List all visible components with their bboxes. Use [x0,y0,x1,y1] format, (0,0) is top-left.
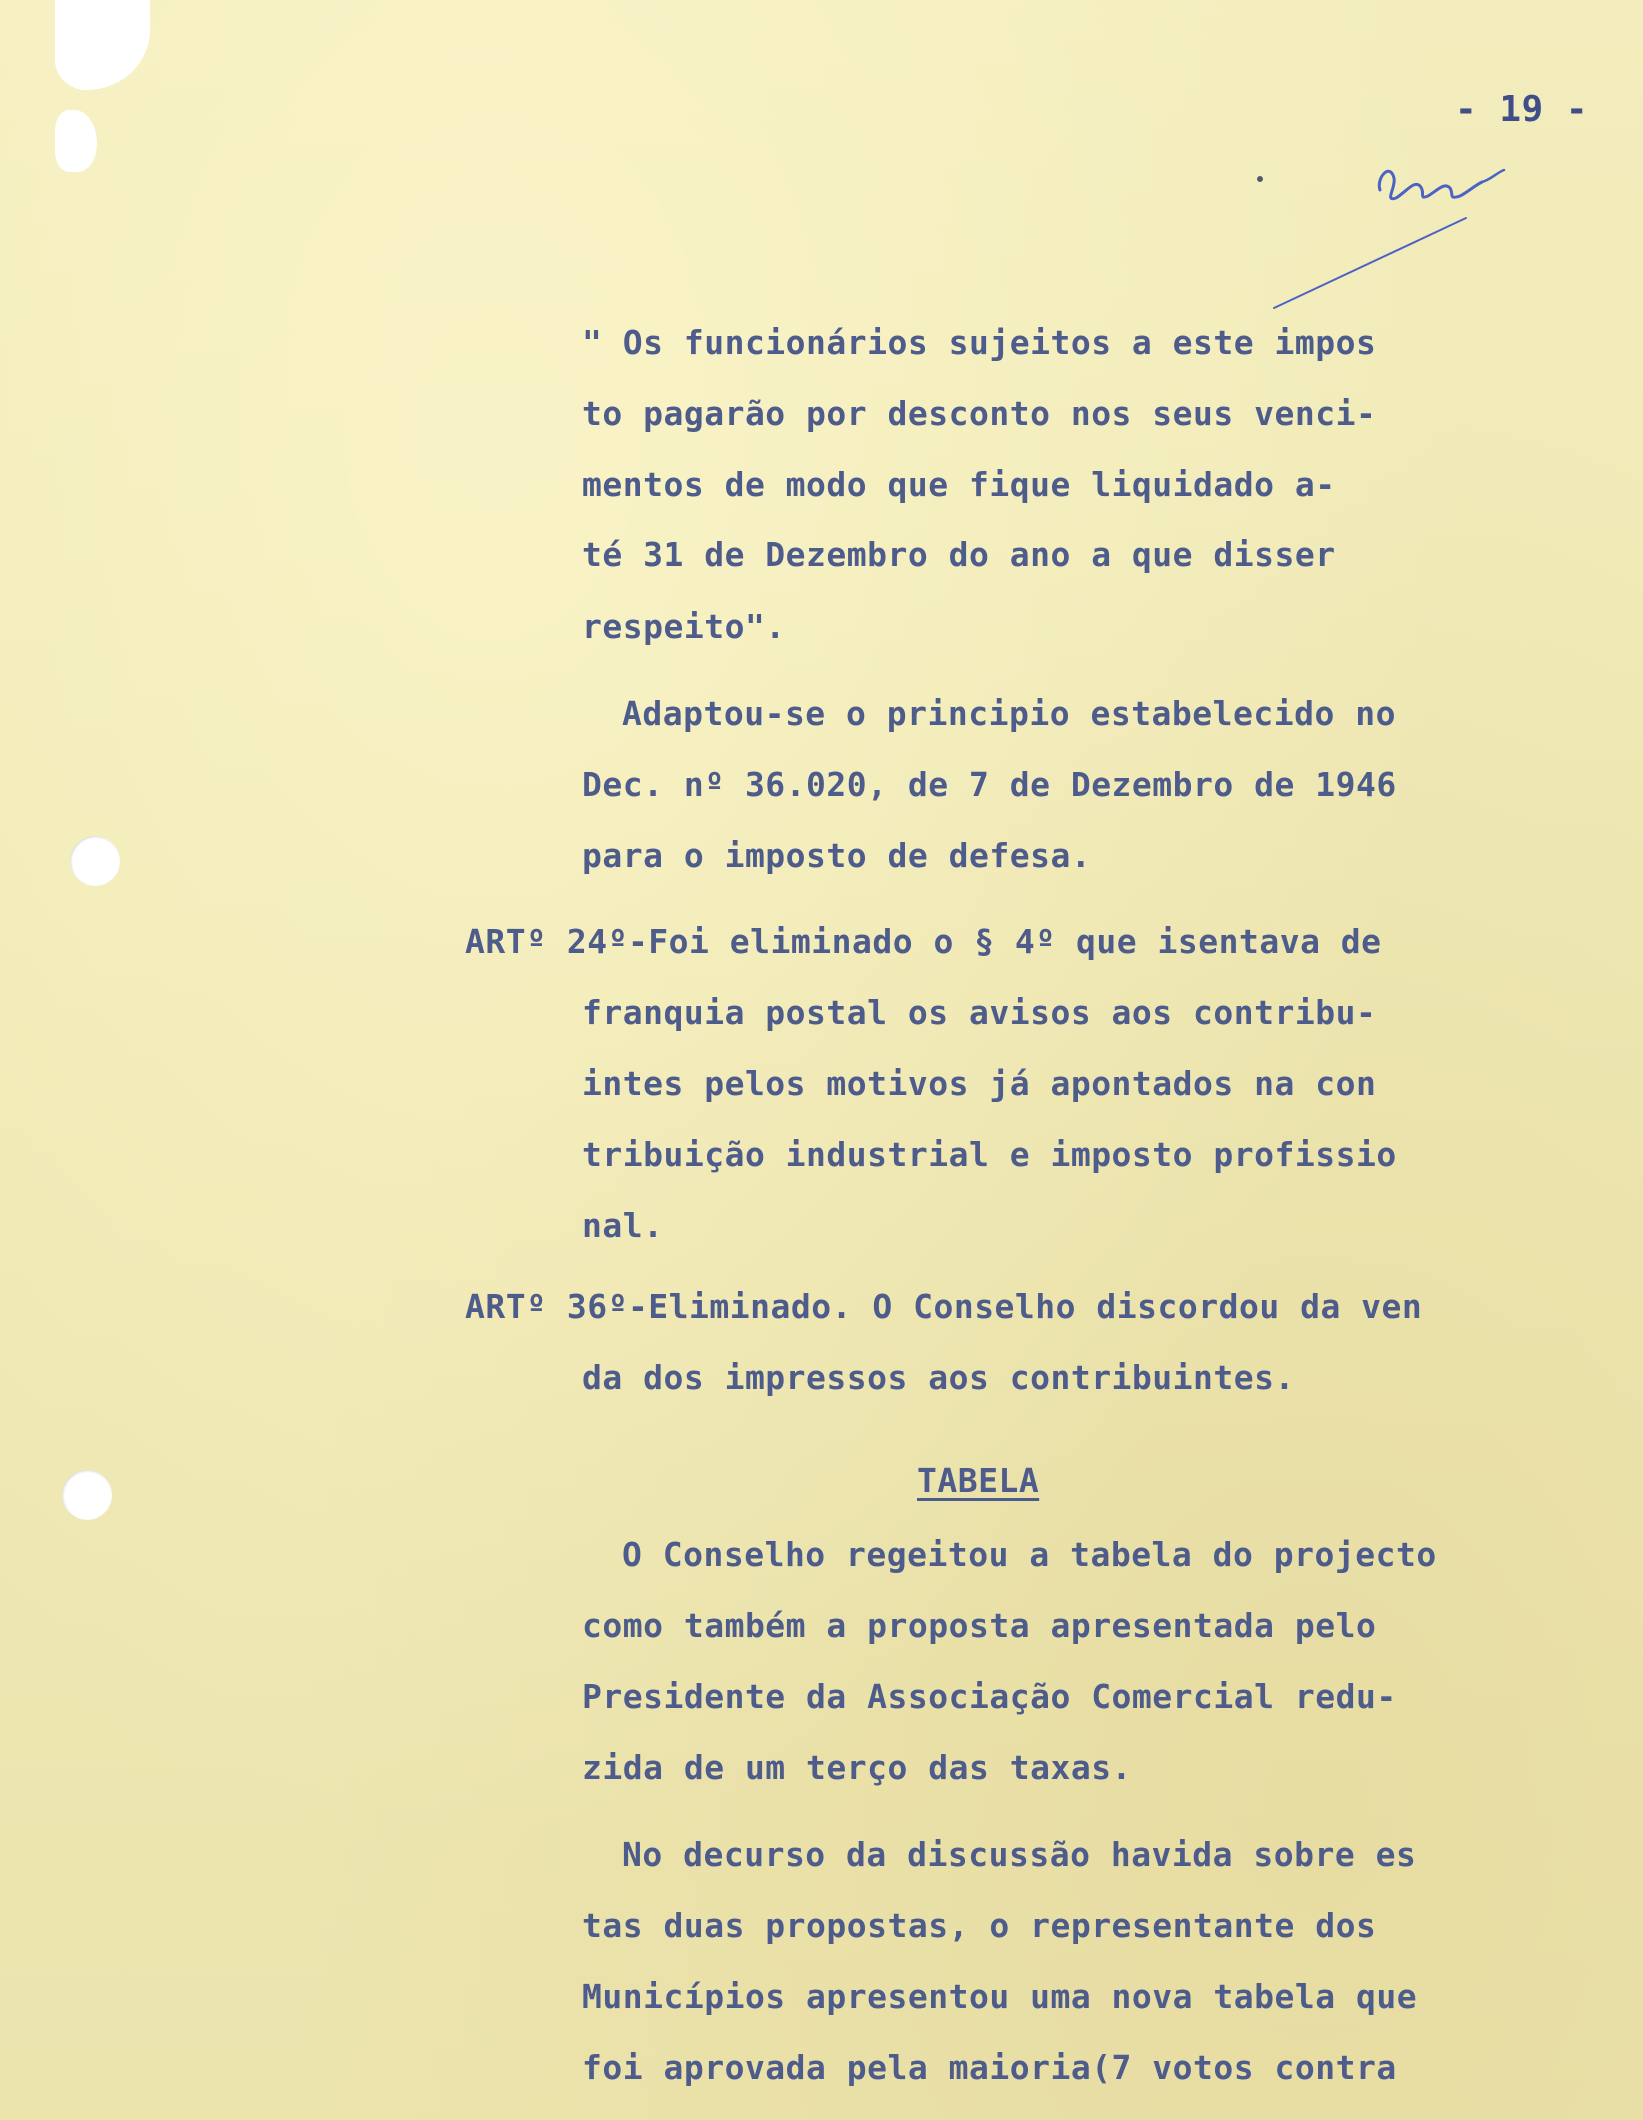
text-line-3: mentos de modo que fique liquidado a- [582,465,1336,504]
section-heading-tabela: TABELA [917,1461,1040,1500]
ink-speck [1257,176,1263,182]
article-24-line-3: intes pelos motivos já apontados na con [582,1064,1377,1103]
text-line-19: Presidente da Associação Comercial redu- [582,1677,1397,1716]
torn-corner [55,0,150,90]
article-24-line-1: ARTº 24º-Foi eliminado o § 4º que isentava de [465,922,1382,961]
text-line-23: Municípios apresentou uma nova tabela que [582,1977,1418,2016]
text-line-7: Dec. nº 36.020, de 7 de Dezembro de 1946 [582,765,1397,804]
text-line-24: foi aprovada pela maioria(7 votos contra [582,2048,1397,2087]
punch-hole-top [70,836,120,886]
punch-hole-bottom [62,1470,112,1520]
text-line-2: to pagarão por desconto nos seus venci- [582,394,1377,433]
text-line-5: respeito". [582,607,786,646]
page-number: - 19 - [1455,89,1589,130]
article-24-line-5: nal. [582,1206,664,1245]
text-line-21: No decurso da discussão havida sobre es [622,1835,1417,1874]
torn-notch [55,110,97,172]
article-24-line-4: tribuição industrial e imposto profissio [582,1135,1397,1174]
text-line-17: O Conselho regeitou a tabela do projecto [622,1535,1437,1574]
signature-mark [1268,140,1528,315]
text-line-4: té 31 de Dezembro do ano a que disser [582,535,1336,574]
text-line-18: como também a proposta apresentada pelo [582,1606,1377,1645]
article-36-line-2: da dos impressos aos contribuintes. [582,1358,1295,1397]
text-line-6: Adaptou-se o principio estabelecido no [622,694,1396,733]
text-line-20: zida de um terço das taxas. [582,1748,1132,1787]
article-36-line-1: ARTº 36º-Eliminado. O Conselho discordou da ven [465,1287,1423,1326]
article-24-line-2: franquia postal os avisos aos contribu- [582,993,1377,1032]
text-line-8: para o imposto de defesa. [582,836,1092,875]
text-line-1: " Os funcionários sujeitos a este impos [582,323,1377,362]
text-line-22: tas duas propostas, o representante dos [582,1906,1377,1945]
